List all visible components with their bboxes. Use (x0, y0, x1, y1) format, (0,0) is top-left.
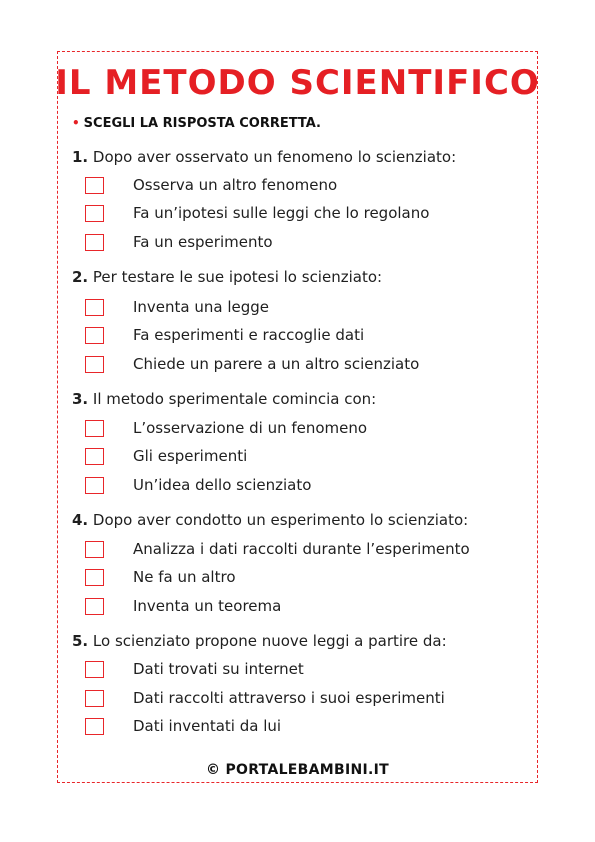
question-number: 4. (72, 511, 89, 529)
bullet-icon: • (72, 116, 80, 130)
question-text: Dopo aver condotto un esperimento lo scienziato: (92, 511, 469, 529)
option-label: L’osservazione di un fenomeno (133, 419, 368, 437)
checkbox[interactable] (85, 718, 104, 735)
option-1b[interactable] (0, 205, 595, 227)
checkbox[interactable] (85, 690, 104, 707)
checkbox[interactable] (85, 356, 104, 373)
question-text: Dopo aver osservato un fenomeno lo scienziato: (92, 148, 457, 166)
option-label: Fa un’ipotesi sulle leggi che lo regolano (133, 204, 430, 222)
option-label: Ne fa un altro (133, 568, 236, 586)
question-5 (72, 632, 447, 650)
option-label: Dati trovati su internet (133, 660, 304, 678)
option-1c[interactable] (0, 234, 595, 256)
instruction (72, 116, 321, 131)
option-label: Inventa una legge (133, 298, 270, 316)
checkbox[interactable] (85, 477, 104, 494)
question-number: 2. (72, 268, 89, 286)
option-label: Fa un esperimento (133, 233, 273, 251)
checkbox[interactable] (85, 299, 104, 316)
option-label: Dati raccolti attraverso i suoi esperimenti (133, 689, 445, 707)
checkbox[interactable] (85, 205, 104, 222)
option-label: Osserva un altro fenomeno (133, 176, 338, 194)
option-label: Inventa un teorema (133, 597, 282, 615)
option-4a[interactable] (0, 541, 595, 563)
question-4 (72, 511, 468, 529)
option-2c[interactable] (0, 356, 595, 378)
checkbox[interactable] (85, 569, 104, 586)
question-3 (72, 390, 376, 408)
option-4b[interactable] (0, 569, 595, 591)
option-5a[interactable] (0, 661, 595, 683)
option-3a[interactable] (0, 420, 595, 442)
checkbox[interactable] (85, 541, 104, 558)
question-text: Lo scienziato propone nuove leggi a partire da: (92, 632, 447, 650)
checkbox[interactable] (85, 598, 104, 615)
question-1 (72, 148, 456, 166)
option-label: Fa esperimenti e raccoglie dati (133, 326, 365, 344)
checkbox[interactable] (85, 448, 104, 465)
question-text: Il metodo sperimentale comincia con: (92, 390, 377, 408)
option-5b[interactable] (0, 690, 595, 712)
option-1a[interactable] (0, 177, 595, 199)
option-2a[interactable] (0, 299, 595, 321)
checkbox[interactable] (85, 177, 104, 194)
checkbox[interactable] (85, 234, 104, 251)
option-2b[interactable] (0, 327, 595, 349)
option-label: Gli esperimenti (133, 447, 248, 465)
option-5c[interactable] (0, 718, 595, 740)
checkbox[interactable] (85, 327, 104, 344)
question-number: 5. (72, 632, 89, 650)
question-number: 3. (72, 390, 89, 408)
option-4c[interactable] (0, 598, 595, 620)
page-title: IL METODO SCIENTIFICO (55, 63, 540, 103)
question-number: 1. (72, 148, 89, 166)
question-text: Per testare le sue ipotesi lo scienziato: (92, 268, 383, 286)
option-label: Analizza i dati raccolti durante l’esperimento (133, 540, 470, 558)
option-3c[interactable] (0, 477, 595, 499)
copyright-footer: © PORTALEBAMBINI.IT (206, 762, 389, 778)
checkbox[interactable] (85, 661, 104, 678)
instruction-text: SCEGLI LA RISPOSTA CORRETTA. (83, 116, 321, 131)
checkbox[interactable] (85, 420, 104, 437)
question-2 (72, 268, 382, 286)
option-label: Dati inventati da lui (133, 717, 282, 735)
option-3b[interactable] (0, 448, 595, 470)
option-label: Un’idea dello scienziato (133, 476, 312, 494)
option-label: Chiede un parere a un altro scienziato (133, 355, 420, 373)
